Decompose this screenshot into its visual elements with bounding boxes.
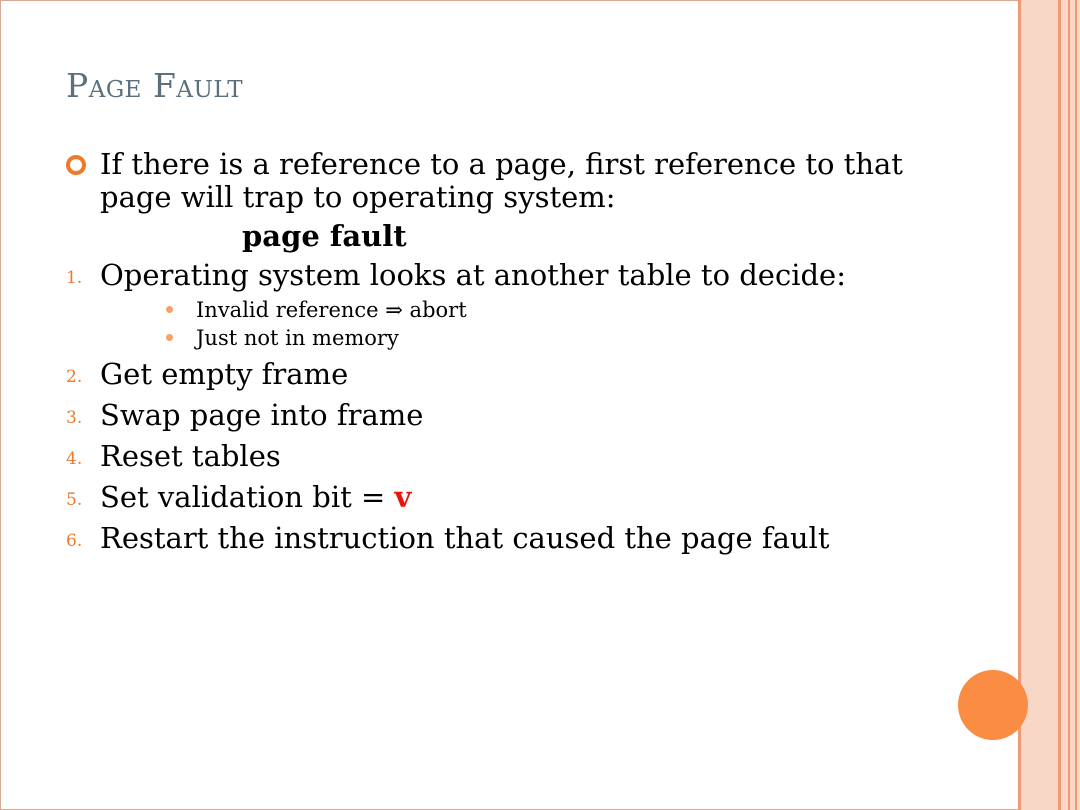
step-item xyxy=(66,357,940,391)
dot-bullet-icon xyxy=(166,334,173,341)
step-text: Get empty frame xyxy=(100,357,349,391)
step-number: 3. xyxy=(66,408,83,428)
hollow-circle-bullet-icon xyxy=(66,148,86,182)
stripe-line xyxy=(1058,0,1061,810)
sub-item-text: Just not in memory xyxy=(196,326,399,350)
step-number: 6. xyxy=(66,531,83,551)
stripe-line xyxy=(1075,0,1077,810)
step-number: 5. xyxy=(66,490,83,510)
step-item xyxy=(66,439,940,473)
step-text: Reset tables xyxy=(100,439,281,473)
sub-item xyxy=(196,324,940,352)
page-fault-emphasis: page fault xyxy=(242,219,407,253)
sub-item xyxy=(196,296,940,324)
step-number: 4. xyxy=(66,449,83,469)
step-item xyxy=(66,258,940,292)
stripe-line xyxy=(1068,0,1070,810)
sub-item-text: Invalid reference ⇒ abort xyxy=(196,298,467,322)
step-text: Set validation bit = xyxy=(100,480,395,514)
step-number: 2. xyxy=(66,367,83,387)
step-text: Restart the instruction that caused the page fault xyxy=(100,521,830,555)
dot-bullet-icon xyxy=(166,306,173,313)
intro-emphasis-line xyxy=(242,220,940,253)
orange-circle-decoration xyxy=(958,670,1028,740)
step-text: Swap page into frame xyxy=(100,398,424,432)
step-item xyxy=(66,480,940,514)
step-number: 1. xyxy=(66,268,83,288)
slide-title: Page Fault xyxy=(66,66,244,105)
validation-bit-value: v xyxy=(394,480,412,514)
right-decorative-stripe xyxy=(1018,0,1080,810)
intro-text: If there is a reference to a page, first reference to that page will trap to operating system: xyxy=(100,147,903,214)
step-item xyxy=(66,398,940,432)
step-text: Operating system looks at another table to decide: xyxy=(100,258,846,292)
step-item xyxy=(66,521,940,555)
intro-bullet xyxy=(100,148,940,214)
slide-content xyxy=(66,147,940,555)
